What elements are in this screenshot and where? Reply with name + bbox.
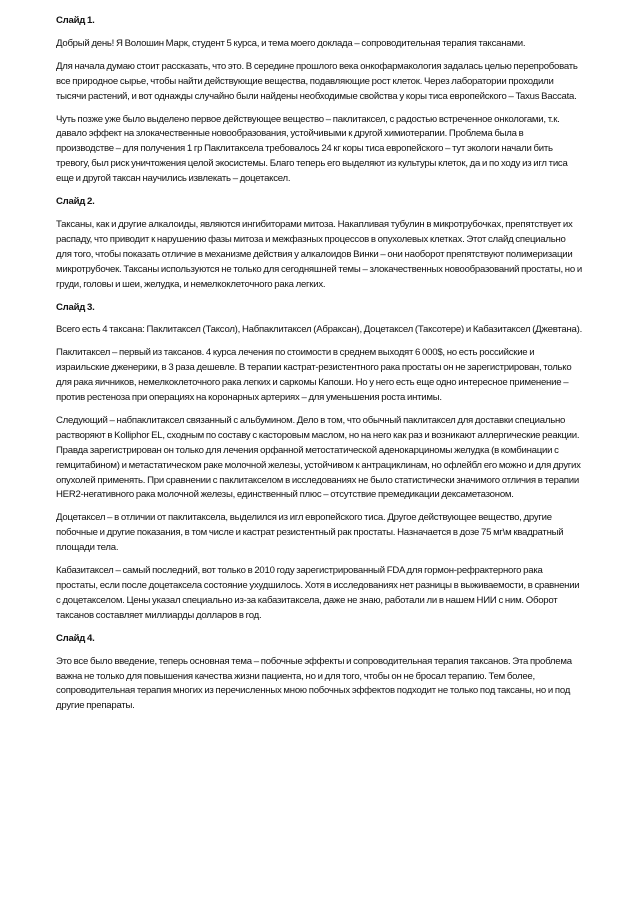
slide-3-heading: Слайд 3.	[56, 301, 95, 313]
slide-2-heading: Слайд 2.	[56, 196, 95, 208]
cabazitaxel-paragraph: Кабазитаксел – самый последний, вот только в 2010 году зарегистрированный FDA для гормон-рефрактерного рака простаты, если после доцетаксела состояние ухудшилось. Хотя в исследованиях нет разницы в выживаемости, в сравнении с доцетакселом. Цены указал специально из-за кабазитаксела, даже не знаю, работали ли в нашем НИИ с ним. Оборот таксанов составляет миллиарды долларов в год.	[56, 565, 580, 621]
paclitaxel-origin-paragraph: Чуть позже уже было выделено первое действующее вещество – паклитаксел, с радостью встреченное онкологами, т.к. давало эффект на злокачественные новообразования, устойчивыми к другой химиотерапии. Проблема была в производстве – для получения 1 гр Паклитаксела требовалось 24 кг коры тиса европейского – тут экологи начали бить тревогу, был риск уничтожения целой экосистемы. Благо теперь его выделяют из культуры клеток, да и по ходу из игл тиса еще и другой таксан научились извлекать – доцетаксел.	[56, 113, 568, 185]
mechanism-paragraph: Таксаны, как и другие алкалоиды, являются ингибиторами митоза. Накапливая тубулин в микротрубочках, препятствует их распаду, что приводит к нарушению фазы митоза и межфазных процессов в опухолевых клетках. Этот слайд специально для того, чтобы показать отличие в механизме действия у алкалоидов Винки – они наоборот препятствуют полимеризации микротрубочек. Таксаны используются не только для сегодняшней темы – злокачественных новообразований простаты, но и груди, головы и шеи, желудка, и немелкоклеточного рака легких.	[56, 218, 582, 290]
nabpaclitaxel-paragraph: Следующий – набпаклитаксел связанный с альбумином. Дело в том, что обычный паклитаксел для доставки специально растворяют в Kolliphor EL, сходным по составу с касторовым маслом, но на него как раз и возникают аллергические реакции. Правда зарегистрирован он только для лечения орфанной метостатической аденокарциномы желудка (в комбинации с гемцитабином) и метастатическом раке молочной железы, устойчивом к антрациклинам, но офлейбл его можно и для других опухолей применять. При сравнении с паклитакселом в исследованиях не было статистически значимого отличия в терапии HER2-негативного рака молочной железы, единственный плюс – отсутствие премедикации дексаметазоном.	[56, 414, 581, 501]
intro-paragraph: Добрый день! Я Волошин Марк, студент 5 курса, и тема моего доклада – сопроводительная терапия таксанами.	[56, 37, 526, 49]
slide-4-heading: Слайд 4.	[56, 632, 95, 644]
docetaxel-paragraph: Доцетаксел – в отличии от паклитаксела, выделился из игл европейского тиса. Другое действующее вещество, другие побочные и другие показания, в том числе и кастрат резистентный рак простаты. Назначается в дозе 75 мг\м квадратный площади тела.	[56, 512, 564, 554]
taxanes-list-paragraph: Всего есть 4 таксана: Паклитаксел (Таксол), Набпаклитаксел (Абраксан), Доцетаксел (Таксотере) и Кабазитаксел (Джевтана).	[56, 324, 582, 336]
paclitaxel-paragraph: Паклитаксел – первый из таксанов. 4 курса лечения по стоимости в среднем выходят 6 000$, но есть российские и израильские дженерики, в 3 раза дешевле. В терапии кастрат-резистентного рака простаты он не зарегистрирован, только для рака яичников, немелкоклеточного рака легких и саркомы Капоши. Но у него есть еще одно интересное применение – против рестеноза при операциях на коронарных артериях – для уменьшения роста интимы.	[56, 347, 572, 404]
side-effects-paragraph: Это все было введение, теперь основная тема – побочные эффекты и сопроводительная терапия таксанов. Эта проблема важна не только для повышения качества жизни пациента, но и для того, чтобы он не бросал терапию. Тем более, сопроводительная терапия многих из перечисленных мною побочных эффектов подходит не только под таксаны, но и под другие препараты.	[56, 655, 572, 712]
history-paragraph: Для начала думаю стоит рассказать, что это. В середине прошлого века онкофармакология задалась целью перепробовать все природное сырье, чтобы найти действующие вещества, подавляющие рост клеток. Через лаборатории проходили тысячи растений, и вот однажды случайно были найдены необходимые свойства у коры тиса европейского – Taxus Baccata.	[56, 60, 578, 102]
slide-1-heading: Слайд 1.	[56, 15, 95, 26]
